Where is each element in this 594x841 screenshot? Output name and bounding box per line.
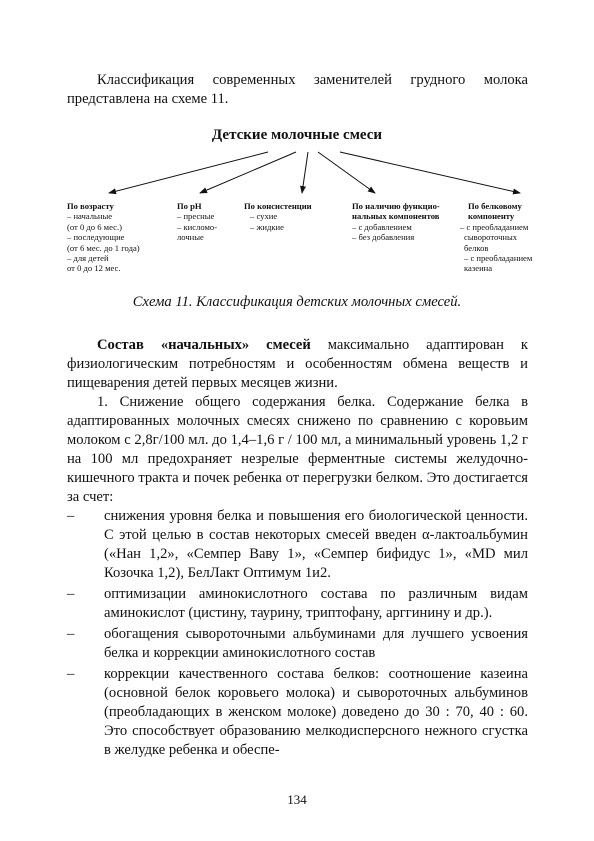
category-protein <box>460 201 550 274</box>
category-item: – без добавления <box>352 232 415 243</box>
arrow-age <box>109 152 268 193</box>
measures-list <box>67 507 528 760</box>
category-item: белков <box>464 242 489 253</box>
category-item: – для детей <box>67 253 109 264</box>
category-item: сывороточных <box>464 232 518 243</box>
category-item: – кисломо- <box>177 221 218 232</box>
list-item <box>67 507 528 583</box>
list-dash: – <box>67 626 75 642</box>
category-item: (от 6 мес. до 1 года) <box>67 242 140 253</box>
category-functional <box>352 201 462 243</box>
category-head-cont: нальных компонентов <box>352 211 440 222</box>
category-ph <box>177 201 247 243</box>
list-dash: – <box>67 508 75 524</box>
category-item: – с преобладанием <box>464 253 533 264</box>
category-head: По наличию функцио- <box>352 201 440 211</box>
scheme-caption: Схема 11. Классификация детских молочных смесей. <box>132 294 462 310</box>
page-number: 134 <box>287 792 307 807</box>
list-dash: – <box>67 586 75 602</box>
category-item: – последующие <box>67 232 125 243</box>
category-item: – пресные <box>177 211 215 222</box>
category-item: лочные <box>177 232 204 243</box>
list-item-text: обогащения сывороточными альбуминами для лучшего усвоения белка и коррекции аминокислотного состав <box>104 626 528 661</box>
paragraph-text: максимально адаптирован к физиологическим потребностям и особенностям обмена веществ и пищеварения детей первых месяцев жизни. <box>67 337 529 391</box>
category-head: По возрасту <box>67 201 114 211</box>
category-item: (от 0 до 6 мес.) <box>67 221 122 232</box>
category-item: казеина <box>464 263 493 274</box>
category-head-cont: компоненту <box>468 211 515 222</box>
list-item-text: оптимизации аминокислотного состава по различным видам аминокислот (цистину, таурину, триптофану, арггинину и др.). <box>104 586 528 621</box>
list-dash: – <box>67 666 75 682</box>
category-item: – с преобладанием <box>460 221 529 232</box>
category-head: По pH <box>177 201 202 211</box>
intro-paragraph: Классификация современных заменителей грудного молока представлена на схеме 11. <box>67 72 528 107</box>
scheme-title: Детские молочные смеси <box>211 127 383 143</box>
category-head: По белковому <box>468 201 522 211</box>
arrow-consistency <box>302 152 308 193</box>
list-item <box>67 665 528 760</box>
category-item: – жидкие <box>250 221 284 232</box>
category-head: По консистенции <box>244 201 312 211</box>
category-age <box>67 201 177 274</box>
arrow-ph <box>200 152 296 193</box>
list-item <box>67 585 528 623</box>
list-item <box>67 625 528 663</box>
category-consistency <box>244 201 344 232</box>
category-item: – начальные <box>67 211 113 222</box>
category-item: – сухие <box>250 211 278 222</box>
paragraph-composition <box>67 336 528 393</box>
category-item: от 0 до 12 мес. <box>67 263 121 274</box>
paragraph-protein: 1. Снижение общего содержания белка. Содержание белка в адаптированных молочных смесях снижено по сравнению с коровьим молоком с 2,8г/100 мл. до 1,4–1,6 г / 100 мл, а минимальный уровень 1,2 г на 100 мл предохраняет незрелые ферментные системы желудочно-кишечного тракта и почек ребенка от перегрузки белком. Это достигается за счет: <box>67 394 528 505</box>
paragraph-lead: Состав «начальных» смесей <box>97 337 311 353</box>
category-item: – с добавлением <box>352 221 412 232</box>
list-item-text: коррекции качественного состава белков: соотношение казеина (основной белок коровьего молока) и сывороточных альбуминов (преобладающих в женском молоке) доведено до 30 : 70, 40 : 60. Это способствует образованию мелкодисперсного нежного сгустка в желудке ребенка и обеспе- <box>104 666 528 758</box>
list-item-text: снижения уровня белка и повышения его биологической ценности. С этой целью в состав некоторых смесей введен α-лактоальбумин («Нан 1,2», «Семпер Baву 1», «Семпер бифидус 1», «MD мил Козочка 1,2), БелЛакт Оптимум 1и2. <box>104 508 528 581</box>
